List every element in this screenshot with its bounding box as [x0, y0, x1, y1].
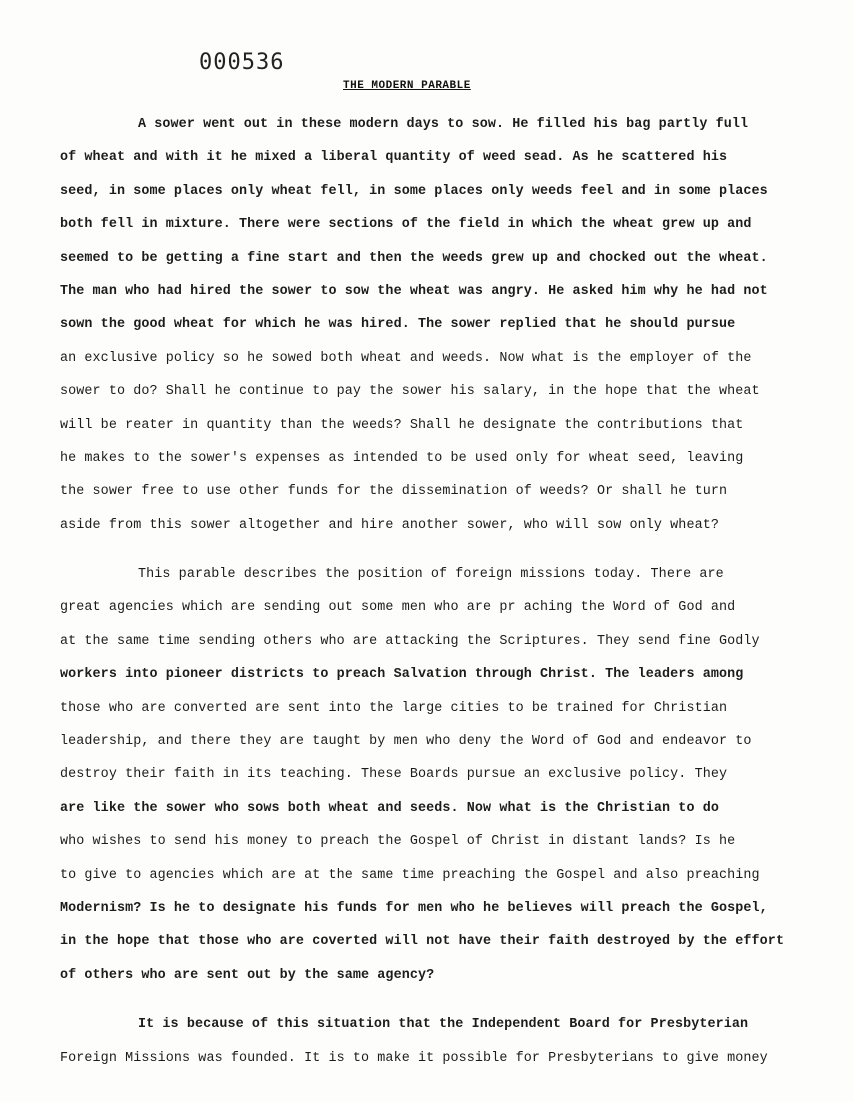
text-line: destroy their faith in its teaching. These Boards pursue an exclusive policy. They	[60, 767, 728, 783]
text-line: A sower went out in these modern days to sow. He filled his bag partly full	[138, 117, 749, 132]
document-body	[60, 108, 820, 1075]
text-line: Foreign Missions was founded. It is to make it possible for Presbyterians to give money	[60, 1050, 768, 1066]
text-line: seed, in some places only wheat fell, in some places only weeds feel and in some places	[60, 183, 768, 199]
text-line: of others who are sent out by the same agency?	[60, 967, 435, 983]
text-line: who wishes to send his money to preach the Gospel of Christ in distant lands? Is he	[60, 834, 736, 850]
text-line: in the hope that those who are coverted will not have their faith destroyed by the effort	[60, 934, 785, 950]
text-line: sown the good wheat for which he was hired. The sower replied that he should pursue	[60, 317, 736, 333]
document-title: THE MODERN PARABLE	[343, 80, 471, 92]
text-line: the sower free to use other funds for the dissemination of weeds? Or shall he turn	[60, 484, 728, 500]
text-line: aside from this sower altogether and hire another sower, who will sow only wheat?	[60, 517, 719, 533]
paragraph-3	[60, 1008, 820, 1075]
paragraph-2	[60, 558, 820, 992]
text-line: are like the sower who sows both wheat and seeds. Now what is the Christian to do	[60, 800, 719, 816]
text-line: seemed to be getting a fine start and then the weeds grew up and chocked out the wheat.	[60, 250, 768, 266]
text-line: great agencies which are sending out some men who are pr aching the Word of God and	[60, 600, 736, 616]
text-line: to give to agencies which are at the same time preaching the Gospel and also preaching	[60, 867, 760, 883]
text-line: of wheat and with it he mixed a liberal quantity of weed sead. As he scattered his	[60, 150, 728, 166]
text-line: he makes to the sower's expenses as intended to be used only for wheat seed, leaving	[60, 450, 744, 466]
text-line: workers into pioneer districts to preach Salvation through Christ. The leaders among	[60, 667, 744, 683]
document-number: 000536	[199, 50, 285, 75]
text-line: Modernism? Is he to designate his funds for men who he believes will preach the Gospel,	[60, 900, 768, 916]
text-line: those who are converted are sent into the large cities to be trained for Christian	[60, 700, 728, 716]
text-line: The man who had hired the sower to sow the wheat was angry. He asked him why he had not	[60, 283, 768, 299]
text-line: an exclusive policy so he sowed both wheat and weeds. Now what is the employer of the	[60, 350, 752, 366]
paragraph-gap	[60, 992, 820, 1008]
text-line: sower to do? Shall he continue to pay the sower his salary, in the hope that the wheat	[60, 384, 760, 400]
text-line: both fell in mixture. There were sections of the field in which the wheat grew up and	[60, 217, 752, 233]
paragraph-1	[60, 108, 820, 542]
text-line: at the same time sending others who are attacking the Scriptures. They send fine Godly	[60, 633, 760, 649]
text-line: It is because of this situation that the Independent Board for Presbyterian	[138, 1017, 749, 1033]
text-line: This parable describes the position of foreign missions today. There are	[138, 567, 724, 583]
text-line: leadership, and there they are taught by men who deny the Word of God and endeavor to	[60, 734, 752, 750]
text-line: will be reater in quantity than the weeds? Shall he designate the contributions that	[60, 417, 744, 433]
paragraph-gap	[60, 542, 820, 558]
